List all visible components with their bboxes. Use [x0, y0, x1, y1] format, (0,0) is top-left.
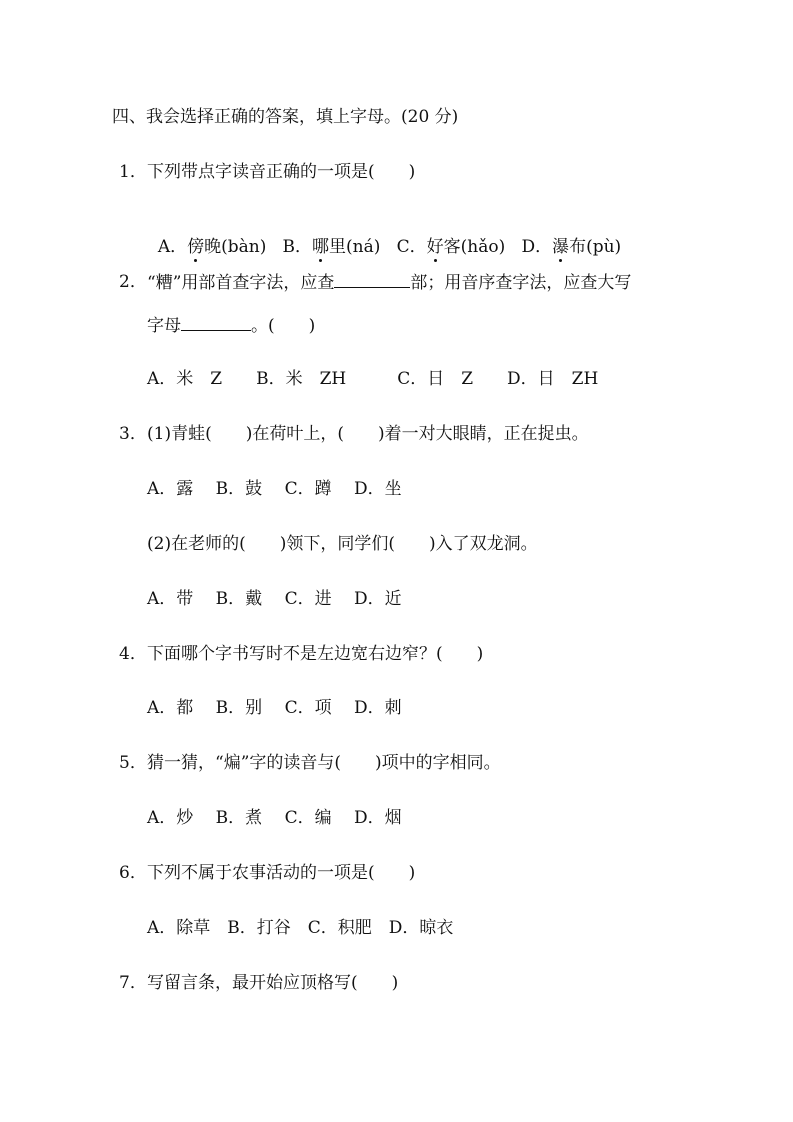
q5-number: 5．: [119, 753, 147, 773]
q2-stem-line1: “糟”用部首查字法，应查 部；用音序查字法，应查大写: [147, 273, 632, 293]
q7-number: 7．: [119, 973, 147, 993]
q1-option-c: C．好客(hǎo): [396, 237, 506, 257]
q3-options2: A．带 B．戴 C．进 D．近: [147, 589, 402, 609]
q2-number: 2．: [119, 272, 147, 292]
answer-blank: [334, 271, 410, 288]
q6-number: 6．: [119, 863, 147, 883]
q1-option-a: A．傍晚(bàn): [157, 237, 267, 257]
q3-number: 3．: [119, 424, 147, 444]
q3-part1: (1)青蛙( )在荷叶上，( )着一对大眼睛，正在捉虫。: [147, 424, 589, 444]
q1-option-d: D．瀑布(pù): [521, 237, 622, 257]
q6-stem: 下列不属于农事活动的一项是( ): [147, 863, 416, 883]
q1-options: [147, 214, 621, 258]
emphasis-dot-char: 好: [426, 237, 444, 257]
answer-blank: [181, 314, 251, 331]
q4-number: 4．: [119, 644, 147, 664]
q2-stem-line2: 字母 。( ): [147, 316, 316, 336]
q1-option-b: B．哪里(ná): [282, 237, 381, 257]
q6-options: A．除草 B．打谷 C．积肥 D．晾衣: [147, 918, 454, 938]
emphasis-dot-char: 瀑: [552, 237, 570, 257]
q4-stem: 下面哪个字书写时不是左边宽右边窄？( ): [147, 644, 484, 664]
q1-stem: 下列带点字读音正确的一项是( ): [147, 162, 416, 182]
emphasis-dot-char: 哪: [312, 237, 330, 257]
q5-stem: 猜一猜，“煸”字的读音与( )项中的字相同。: [147, 753, 501, 773]
q3-options1: A．露 B．鼓 C．蹲 D．坐: [147, 479, 402, 499]
q3-part2: (2)在老师的( )领下，同学们( )入了双龙洞。: [147, 534, 538, 554]
q4-options: A．都 B．别 C．项 D．刺: [147, 698, 402, 718]
q7-stem: 写留言条，最开始应顶格写( ): [147, 973, 399, 993]
section-title: 四、我会选择正确的答案，填上字母。(20 分): [112, 107, 459, 127]
q2-options: A．米 Z B．米 ZH C．日 Z D．日 ZH: [147, 369, 599, 389]
emphasis-dot-char: 傍: [187, 237, 205, 257]
q1-number: 1．: [119, 162, 147, 182]
q5-options: A．炒 B．煮 C．编 D．烟: [147, 808, 402, 828]
